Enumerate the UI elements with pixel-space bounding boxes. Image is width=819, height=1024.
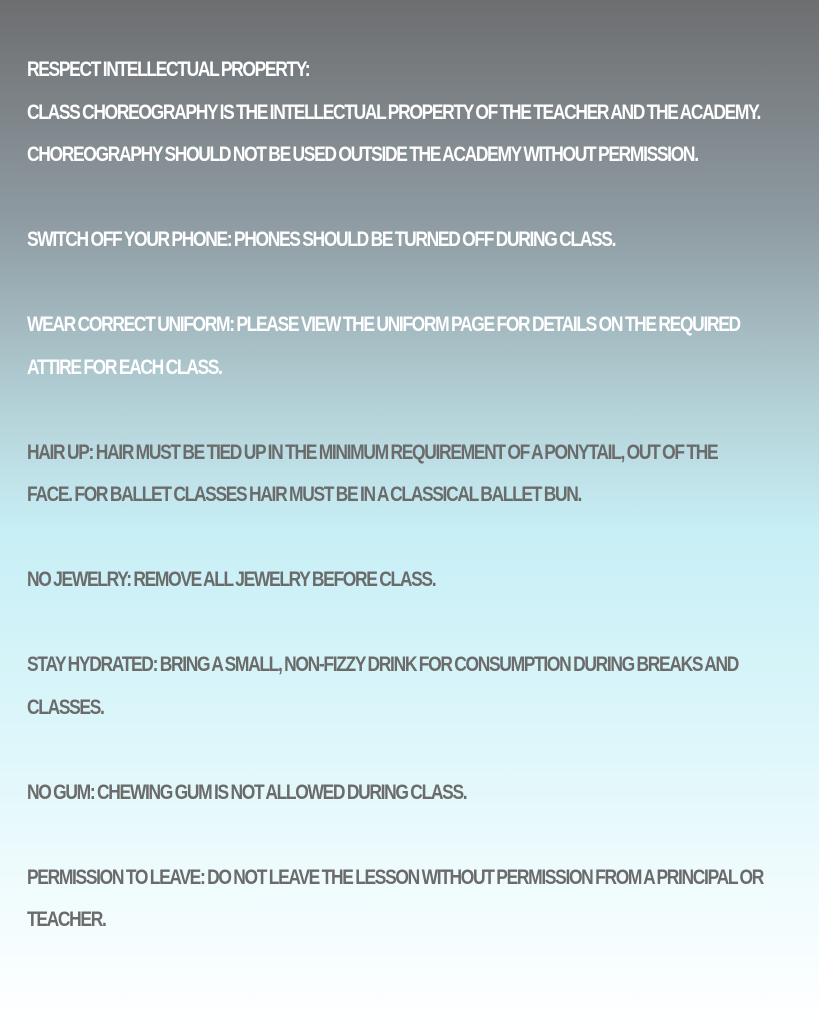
rule-gum [27, 772, 797, 815]
rule-text-line: NO GUM: CHEWING GUM IS NOT ALLOWED DURING CLASS. [27, 780, 467, 804]
spacer [27, 517, 797, 560]
rule-hair [27, 432, 797, 517]
rule-hydrated [27, 644, 797, 729]
class-rules-list [27, 49, 797, 942]
rule-text-line: CLASSES. [27, 695, 104, 719]
rule-text-line: HAIR UP: HAIR MUST BE TIED UP IN THE MINIMUM REQUIREMENT OF A PONYTAIL, OUT OF THE [27, 440, 718, 464]
rule-text-line: ATTIRE FOR EACH CLASS. [27, 355, 222, 379]
rule-jewelry [27, 559, 797, 602]
spacer [27, 389, 797, 432]
rule-text-line: CHOREOGRAPHY SHOULD NOT BE USED OUTSIDE THE ACADEMY WITHOUT PERMISSION. [27, 143, 698, 166]
rule-intellectual-property [27, 49, 797, 177]
spacer [27, 602, 797, 645]
spacer [27, 177, 797, 220]
rule-text-line: TEACHER. [27, 908, 106, 931]
rule-text-line: CLASS CHOREOGRAPHY IS THE INTELLECTUAL PROPERTY OF THE TEACHER AND THE ACADEMY. [27, 100, 760, 124]
rule-text-line: SWITCH OFF YOUR PHONE: PHONES SHOULD BE TURNED OFF DURING CLASS. [27, 228, 616, 251]
rule-phone [27, 219, 797, 262]
rule-text-line: WEAR CORRECT UNIFORM: PLEASE VIEW THE UNIFORM PAGE FOR DETAILS ON THE REQUIRED [27, 313, 740, 336]
rule-text-line: NO JEWELRY: REMOVE ALL JEWELRY BEFORE CLASS. [27, 568, 436, 591]
rule-text-line: FACE. FOR BALLET CLASSES HAIR MUST BE IN A CLASSICAL BALLET BUN. [27, 483, 582, 506]
rule-text-line: STAY HYDRATED: BRING A SMALL, NON-FIZZY DRINK FOR CONSUMPTION DURING BREAKS AND [27, 653, 738, 676]
rule-permission-to-leave [27, 857, 797, 942]
rule-heading: RESPECT INTELLECTUAL PROPERTY: [27, 58, 310, 81]
spacer [27, 262, 797, 305]
rule-text-line: PERMISSION TO LEAVE: DO NOT LEAVE THE LESSON WITHOUT PERMISSION FROM A PRINCIPAL OR [27, 865, 764, 889]
rule-uniform [27, 304, 797, 389]
spacer [27, 729, 797, 772]
spacer [27, 814, 797, 857]
